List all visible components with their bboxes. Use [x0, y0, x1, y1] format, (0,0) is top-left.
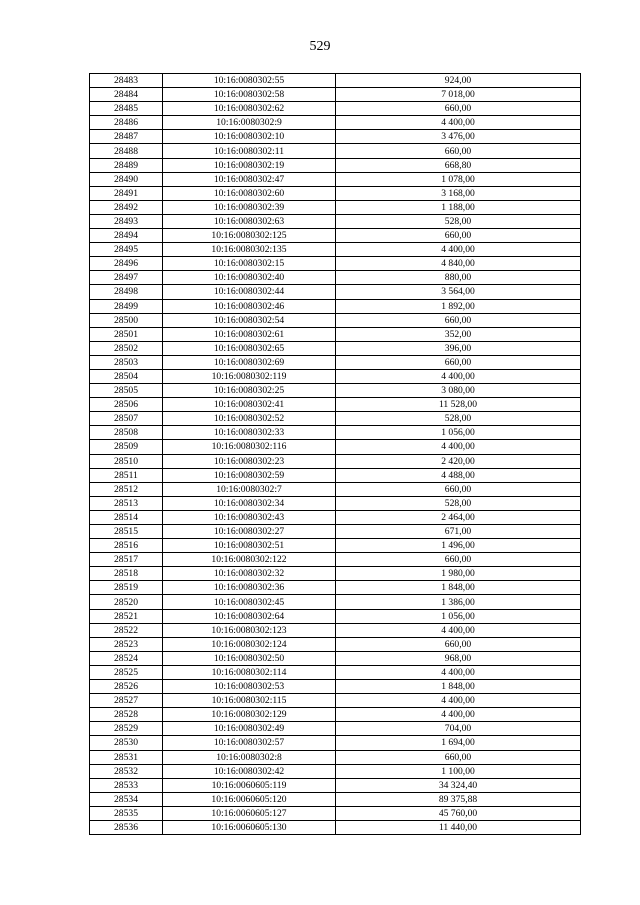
- cadastral-number-cell: 10:16:0080302:58: [163, 88, 336, 102]
- value-cell: 396,00: [336, 341, 581, 355]
- table-row: [90, 130, 581, 144]
- value-cell: 1 848,00: [336, 680, 581, 694]
- value-cell: 924,00: [336, 74, 581, 88]
- value-cell: 4 400,00: [336, 665, 581, 679]
- table-row: [90, 665, 581, 679]
- value-cell: 1 386,00: [336, 595, 581, 609]
- table-row: [90, 581, 581, 595]
- cadastral-number-cell: 10:16:0080302:10: [163, 130, 336, 144]
- cadastral-number-cell: 10:16:0080302:55: [163, 74, 336, 88]
- row-number-cell: 28529: [90, 722, 163, 736]
- table-row: [90, 257, 581, 271]
- value-cell: 4 400,00: [336, 440, 581, 454]
- row-number-cell: 28504: [90, 369, 163, 383]
- value-cell: 3 168,00: [336, 186, 581, 200]
- cadastral-number-cell: 10:16:0080302:51: [163, 539, 336, 553]
- table-row: [90, 398, 581, 412]
- table-row: [90, 680, 581, 694]
- value-cell: 2 464,00: [336, 510, 581, 524]
- table-row: [90, 116, 581, 130]
- table-row: [90, 553, 581, 567]
- row-number-cell: 28532: [90, 764, 163, 778]
- table-row: [90, 200, 581, 214]
- cadastral-number-cell: 10:16:0080302:59: [163, 468, 336, 482]
- table-row: [90, 510, 581, 524]
- cadastral-number-cell: 10:16:0080302:41: [163, 398, 336, 412]
- cadastral-number-cell: 10:16:0080302:7: [163, 482, 336, 496]
- value-cell: 660,00: [336, 553, 581, 567]
- cadastral-number-cell: 10:16:0080302:44: [163, 285, 336, 299]
- table-row: [90, 637, 581, 651]
- row-number-cell: 28513: [90, 496, 163, 510]
- value-cell: 660,00: [336, 313, 581, 327]
- table-row: [90, 74, 581, 88]
- row-number-cell: 28530: [90, 736, 163, 750]
- row-number-cell: 28511: [90, 468, 163, 482]
- row-number-cell: 28518: [90, 567, 163, 581]
- value-cell: 4 488,00: [336, 468, 581, 482]
- table-row: [90, 764, 581, 778]
- row-number-cell: 28486: [90, 116, 163, 130]
- row-number-cell: 28496: [90, 257, 163, 271]
- row-number-cell: 28507: [90, 412, 163, 426]
- table-row: [90, 609, 581, 623]
- cadastral-number-cell: 10:16:0080302:114: [163, 665, 336, 679]
- value-cell: 1 694,00: [336, 736, 581, 750]
- cadastral-number-cell: 10:16:0080302:27: [163, 525, 336, 539]
- value-cell: 660,00: [336, 102, 581, 116]
- row-number-cell: 28506: [90, 398, 163, 412]
- row-number-cell: 28495: [90, 243, 163, 257]
- value-cell: 1 892,00: [336, 299, 581, 313]
- value-cell: 3 080,00: [336, 384, 581, 398]
- cadastral-number-cell: 10:16:0080302:25: [163, 384, 336, 398]
- row-number-cell: 28500: [90, 313, 163, 327]
- table-row: [90, 271, 581, 285]
- value-cell: 1 980,00: [336, 567, 581, 581]
- value-cell: 704,00: [336, 722, 581, 736]
- row-number-cell: 28508: [90, 426, 163, 440]
- row-number-cell: 28516: [90, 539, 163, 553]
- table-row: [90, 369, 581, 383]
- cadastral-number-cell: 10:16:0080302:40: [163, 271, 336, 285]
- cadastral-number-cell: 10:16:0080302:62: [163, 102, 336, 116]
- cadastral-number-cell: 10:16:0080302:42: [163, 764, 336, 778]
- row-number-cell: 28534: [90, 792, 163, 806]
- value-cell: 7 018,00: [336, 88, 581, 102]
- value-cell: 11 528,00: [336, 398, 581, 412]
- table-row: [90, 214, 581, 228]
- value-cell: 89 375,88: [336, 792, 581, 806]
- table-row: [90, 651, 581, 665]
- cadastral-number-cell: 10:16:0080302:122: [163, 553, 336, 567]
- row-number-cell: 28528: [90, 708, 163, 722]
- cadastral-number-cell: 10:16:0080302:119: [163, 369, 336, 383]
- table-row: [90, 482, 581, 496]
- cadastral-number-cell: 10:16:0080302:54: [163, 313, 336, 327]
- row-number-cell: 28525: [90, 665, 163, 679]
- row-number-cell: 28510: [90, 454, 163, 468]
- cadastral-number-cell: 10:16:0080302:49: [163, 722, 336, 736]
- table-row: [90, 496, 581, 510]
- table-row: [90, 539, 581, 553]
- value-cell: 660,00: [336, 229, 581, 243]
- value-cell: 4 400,00: [336, 708, 581, 722]
- table-row: [90, 426, 581, 440]
- row-number-cell: 28519: [90, 581, 163, 595]
- cadastral-number-cell: 10:16:0080302:9: [163, 116, 336, 130]
- value-cell: 528,00: [336, 412, 581, 426]
- table-row: [90, 722, 581, 736]
- row-number-cell: 28509: [90, 440, 163, 454]
- value-cell: 1 848,00: [336, 581, 581, 595]
- value-cell: 1 078,00: [336, 172, 581, 186]
- cadastral-number-cell: 10:16:0080302:65: [163, 341, 336, 355]
- table-row: [90, 285, 581, 299]
- row-number-cell: 28483: [90, 74, 163, 88]
- table-row: [90, 595, 581, 609]
- row-number-cell: 28503: [90, 355, 163, 369]
- cadastral-number-cell: 10:16:0080302:33: [163, 426, 336, 440]
- value-cell: 660,00: [336, 637, 581, 651]
- row-number-cell: 28512: [90, 482, 163, 496]
- value-cell: 11 440,00: [336, 820, 581, 834]
- table-row: [90, 694, 581, 708]
- row-number-cell: 28501: [90, 327, 163, 341]
- cadastral-number-cell: 10:16:0080302:32: [163, 567, 336, 581]
- cadastral-number-cell: 10:16:0080302:63: [163, 214, 336, 228]
- value-cell: 660,00: [336, 355, 581, 369]
- cadastral-number-cell: 10:16:0080302:135: [163, 243, 336, 257]
- table-row: [90, 102, 581, 116]
- table-row: [90, 327, 581, 341]
- row-number-cell: 28505: [90, 384, 163, 398]
- value-cell: 2 420,00: [336, 454, 581, 468]
- cadastral-number-cell: 10:16:0060605:130: [163, 820, 336, 834]
- cadastral-number-cell: 10:16:0080302:47: [163, 172, 336, 186]
- value-cell: 528,00: [336, 214, 581, 228]
- page-number: 529: [309, 39, 331, 54]
- table-row: [90, 412, 581, 426]
- cadastral-number-cell: 10:16:0080302:53: [163, 680, 336, 694]
- row-number-cell: 28524: [90, 651, 163, 665]
- value-cell: 4 840,00: [336, 257, 581, 271]
- cadastral-number-cell: 10:16:0060605:120: [163, 792, 336, 806]
- table-row: [90, 341, 581, 355]
- table-row: [90, 708, 581, 722]
- value-cell: 3 564,00: [336, 285, 581, 299]
- data-table: [89, 73, 581, 835]
- row-number-cell: 28531: [90, 750, 163, 764]
- cadastral-number-cell: 10:16:0080302:57: [163, 736, 336, 750]
- cadastral-number-cell: 10:16:0080302:43: [163, 510, 336, 524]
- table-row: [90, 158, 581, 172]
- cadastral-number-cell: 10:16:0080302:61: [163, 327, 336, 341]
- data-table-container: [89, 73, 581, 835]
- value-cell: 668,80: [336, 158, 581, 172]
- row-number-cell: 28497: [90, 271, 163, 285]
- table-row: [90, 820, 581, 834]
- row-number-cell: 28535: [90, 806, 163, 820]
- row-number-cell: 28491: [90, 186, 163, 200]
- cadastral-number-cell: 10:16:0060605:127: [163, 806, 336, 820]
- row-number-cell: 28494: [90, 229, 163, 243]
- value-cell: 352,00: [336, 327, 581, 341]
- table-row: [90, 186, 581, 200]
- cadastral-number-cell: 10:16:0060605:119: [163, 778, 336, 792]
- row-number-cell: 28499: [90, 299, 163, 313]
- cadastral-number-cell: 10:16:0080302:116: [163, 440, 336, 454]
- cadastral-number-cell: 10:16:0080302:124: [163, 637, 336, 651]
- value-cell: 4 400,00: [336, 694, 581, 708]
- cadastral-number-cell: 10:16:0080302:50: [163, 651, 336, 665]
- table-row: [90, 468, 581, 482]
- table-row: [90, 567, 581, 581]
- value-cell: 1 188,00: [336, 200, 581, 214]
- row-number-cell: 28488: [90, 144, 163, 158]
- table-row: [90, 172, 581, 186]
- table-row: [90, 355, 581, 369]
- cadastral-number-cell: 10:16:0080302:15: [163, 257, 336, 271]
- cadastral-number-cell: 10:16:0080302:19: [163, 158, 336, 172]
- row-number-cell: 28521: [90, 609, 163, 623]
- row-number-cell: 28484: [90, 88, 163, 102]
- cadastral-number-cell: 10:16:0080302:11: [163, 144, 336, 158]
- value-cell: 880,00: [336, 271, 581, 285]
- value-cell: 528,00: [336, 496, 581, 510]
- table-row: [90, 454, 581, 468]
- row-number-cell: 28485: [90, 102, 163, 116]
- row-number-cell: 28517: [90, 553, 163, 567]
- cadastral-number-cell: 10:16:0080302:69: [163, 355, 336, 369]
- cadastral-number-cell: 10:16:0080302:46: [163, 299, 336, 313]
- table-row: [90, 750, 581, 764]
- row-number-cell: 28533: [90, 778, 163, 792]
- value-cell: 4 400,00: [336, 369, 581, 383]
- value-cell: 671,00: [336, 525, 581, 539]
- row-number-cell: 28502: [90, 341, 163, 355]
- row-number-cell: 28487: [90, 130, 163, 144]
- cadastral-number-cell: 10:16:0080302:8: [163, 750, 336, 764]
- table-row: [90, 88, 581, 102]
- cadastral-number-cell: 10:16:0080302:23: [163, 454, 336, 468]
- value-cell: 660,00: [336, 750, 581, 764]
- value-cell: 4 400,00: [336, 116, 581, 130]
- value-cell: 4 400,00: [336, 243, 581, 257]
- value-cell: 4 400,00: [336, 623, 581, 637]
- value-cell: 3 476,00: [336, 130, 581, 144]
- cadastral-number-cell: 10:16:0080302:39: [163, 200, 336, 214]
- value-cell: 45 760,00: [336, 806, 581, 820]
- cadastral-number-cell: 10:16:0080302:36: [163, 581, 336, 595]
- table-row: [90, 806, 581, 820]
- table-row: [90, 243, 581, 257]
- value-cell: 1 056,00: [336, 426, 581, 440]
- cadastral-number-cell: 10:16:0080302:34: [163, 496, 336, 510]
- row-number-cell: 28527: [90, 694, 163, 708]
- table-row: [90, 792, 581, 806]
- table-row: [90, 778, 581, 792]
- value-cell: 968,00: [336, 651, 581, 665]
- table-row: [90, 525, 581, 539]
- cadastral-number-cell: 10:16:0080302:129: [163, 708, 336, 722]
- cadastral-number-cell: 10:16:0080302:115: [163, 694, 336, 708]
- row-number-cell: 28522: [90, 623, 163, 637]
- row-number-cell: 28520: [90, 595, 163, 609]
- row-number-cell: 28490: [90, 172, 163, 186]
- value-cell: 1 496,00: [336, 539, 581, 553]
- table-row: [90, 144, 581, 158]
- row-number-cell: 28523: [90, 637, 163, 651]
- value-cell: 660,00: [336, 482, 581, 496]
- table-row: [90, 299, 581, 313]
- table-row: [90, 384, 581, 398]
- cadastral-number-cell: 10:16:0080302:123: [163, 623, 336, 637]
- value-cell: 1 056,00: [336, 609, 581, 623]
- value-cell: 1 100,00: [336, 764, 581, 778]
- row-number-cell: 28493: [90, 214, 163, 228]
- row-number-cell: 28515: [90, 525, 163, 539]
- table-row: [90, 623, 581, 637]
- value-cell: 34 324,40: [336, 778, 581, 792]
- table-row: [90, 229, 581, 243]
- row-number-cell: 28536: [90, 820, 163, 834]
- cadastral-number-cell: 10:16:0080302:52: [163, 412, 336, 426]
- row-number-cell: 28492: [90, 200, 163, 214]
- row-number-cell: 28526: [90, 680, 163, 694]
- table-row: [90, 313, 581, 327]
- value-cell: 660,00: [336, 144, 581, 158]
- row-number-cell: 28514: [90, 510, 163, 524]
- table-body: [90, 74, 581, 835]
- cadastral-number-cell: 10:16:0080302:125: [163, 229, 336, 243]
- cadastral-number-cell: 10:16:0080302:64: [163, 609, 336, 623]
- table-row: [90, 736, 581, 750]
- cadastral-number-cell: 10:16:0080302:60: [163, 186, 336, 200]
- cadastral-number-cell: 10:16:0080302:45: [163, 595, 336, 609]
- row-number-cell: 28498: [90, 285, 163, 299]
- table-row: [90, 440, 581, 454]
- row-number-cell: 28489: [90, 158, 163, 172]
